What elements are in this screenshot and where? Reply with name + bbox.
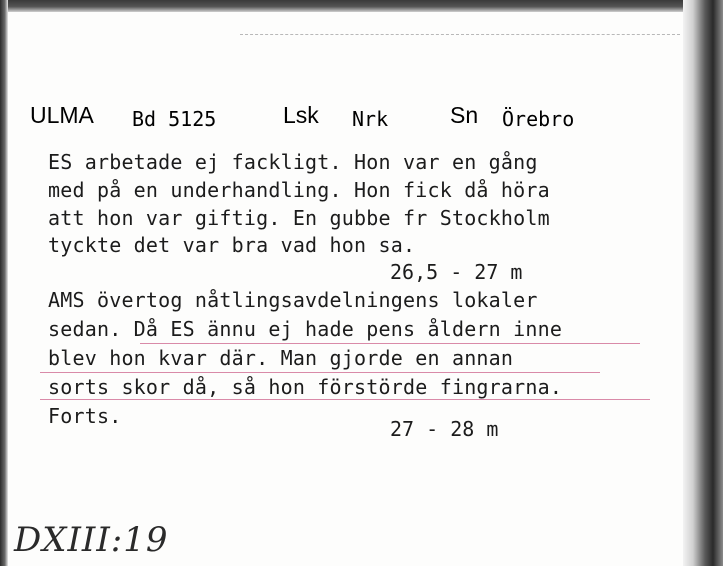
lsk-label: Lsk [283,102,319,128]
red-underline-1 [140,343,640,344]
handwritten-signature: DXIII:19 [14,520,169,560]
text-line-6: sedan. Då ES ännu ej hade pens åldern inne [48,317,563,341]
archive-code: ULMA [30,102,94,128]
measure-2: 27 - 28 m [390,417,499,441]
volume-number: Bd 5125 [132,107,217,131]
sn-label: Sn [450,102,479,128]
text-line-7: blev hon kvar där. Man gjorde en annan [48,346,514,370]
text-line-1: ES arbetade ej fackligt. Hon var en gång [48,150,538,174]
measure-1: 26,5 - 27 m [390,260,523,284]
red-underline-3 [40,399,650,400]
card-top-edge [0,0,723,12]
lsk-value: Nrk [352,107,389,131]
text-line-5: AMS övertog nåtlingsavdelningens lokaler [48,288,538,312]
faint-dashed-rule [240,34,680,35]
card-right-edge [683,0,723,566]
text-line-4: tyckte det var bra vad hon sa. [48,233,416,257]
red-underline-2 [40,372,600,373]
sn-value: Örebro [502,107,575,131]
text-line-3: att hon var giftig. En gubbe fr Stockholm [48,206,550,230]
card-left-edge [0,0,8,566]
text-line-2: med på en underhandling. Hon fick då höra [48,178,550,202]
text-line-8: sorts skor då, så hon förstörde fingrarna. [48,375,563,399]
text-line-9: Forts. [48,404,122,428]
